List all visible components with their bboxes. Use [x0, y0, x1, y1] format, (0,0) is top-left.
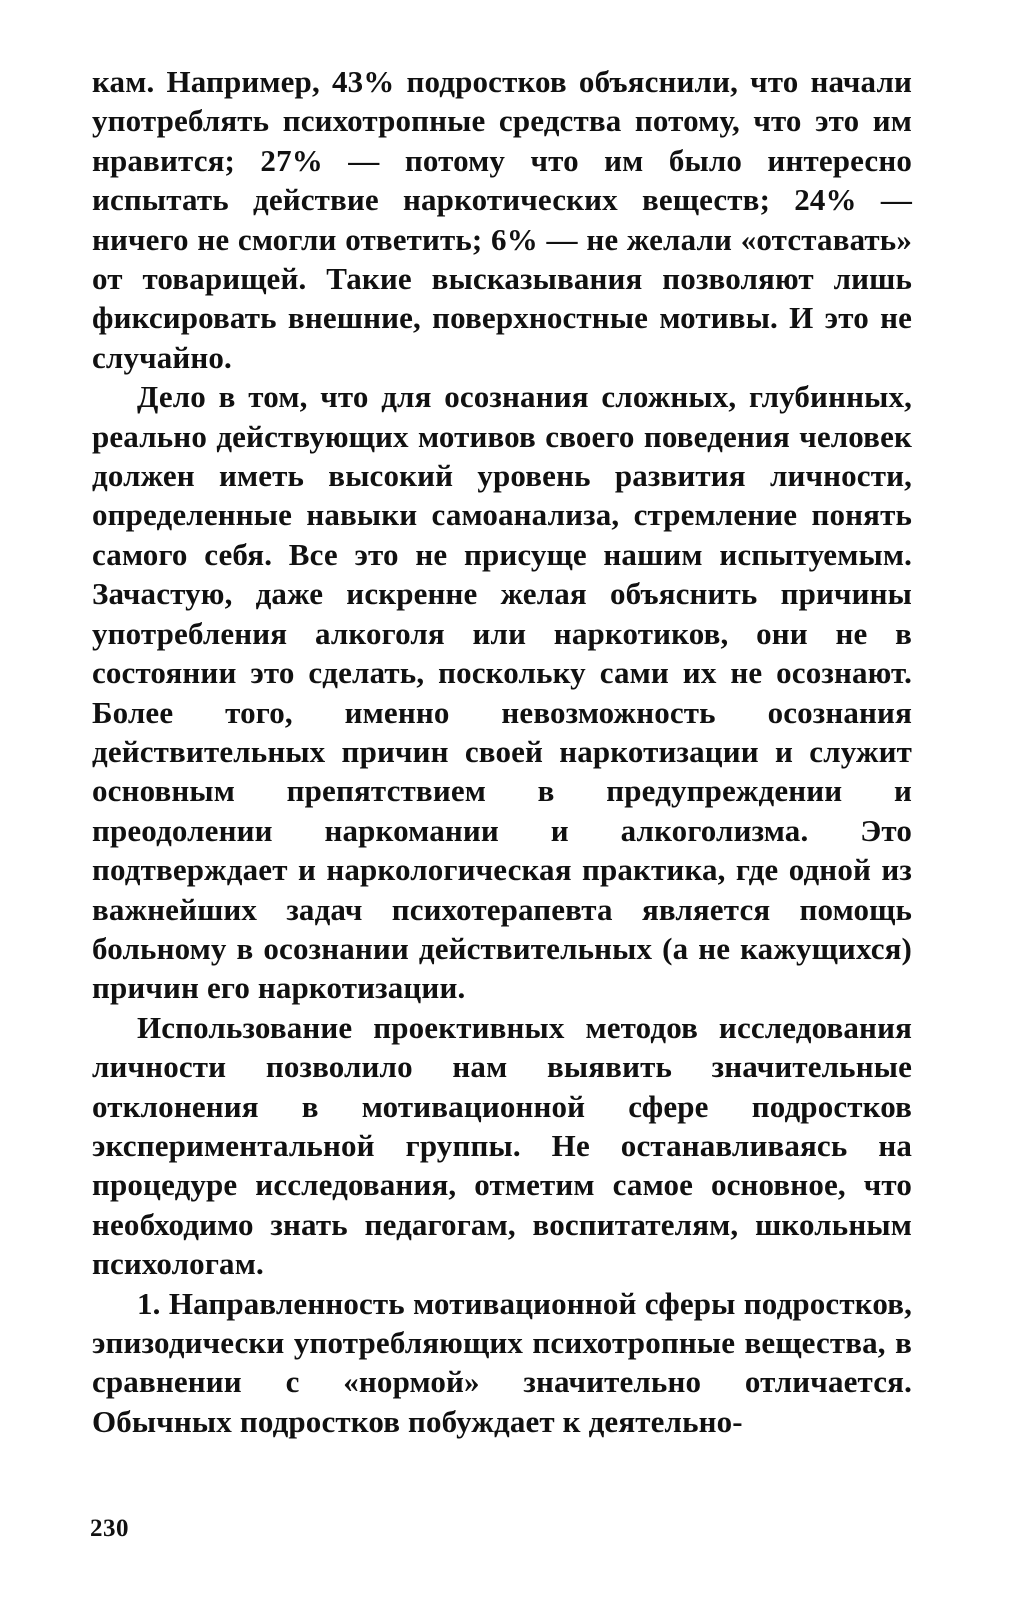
- paragraph-continuation: кам. Например, 43% подростков объяснили, что начали употреблять психотропные средства потому, что это им нравится; 27% — потому что им было интересно испытать действие наркотических веществ; 24% — ничего не смогли ответить; 6% — не желали «отставать» от товарищей. Такие высказывания позволяют лишь фиксировать внешние, поверхностные мотивы. И это не случайно.: [92, 64, 912, 375]
- body-text: [92, 62, 912, 1441]
- page-number: 230: [90, 1515, 129, 1542]
- paragraph-awareness-of-motives: Дело в том, что для осознания сложных, глубинных, реально действующих мотивов своего поведения человек должен иметь высокий уровень развития личности, определенные навыки самоанализа, стремление понять самого себя. Все это не присуще нашим испытуемым. Зачастую, даже искренне желая объяснить причины употребления алкоголя или наркотиков, они не в состоянии это сделать, поскольку сами их не осознают. Более того, именно невозможность осознания действительных причин своей наркотизации и служит основным препятствием в предупреждении и преодолении наркомании и алкоголизма. Это подтверждает и наркологическая практика, где одной из важнейших задач психотерапевта является помощь больному в осознании действительных (а не кажущихся) причин его наркотизации.: [92, 379, 912, 1006]
- paragraph-numbered-point-1: 1. Направленность мотивационной сферы подростков, эпизодически употребляющих психотропные вещества, в сравнении с «нормой» значительно отличается. Обычных подростков побуждает к деятельно-: [92, 1285, 912, 1439]
- paragraph-projective-methods: Использование проективных методов исследования личности позволило нам выявить значительные отклонения в мотивационной сфере подростков экспериментальной группы. Не останавливаясь на процедуре исследования, отметим самое основное, что необходимо знать педагогам, воспитателям, школьным психологам.: [92, 1009, 912, 1282]
